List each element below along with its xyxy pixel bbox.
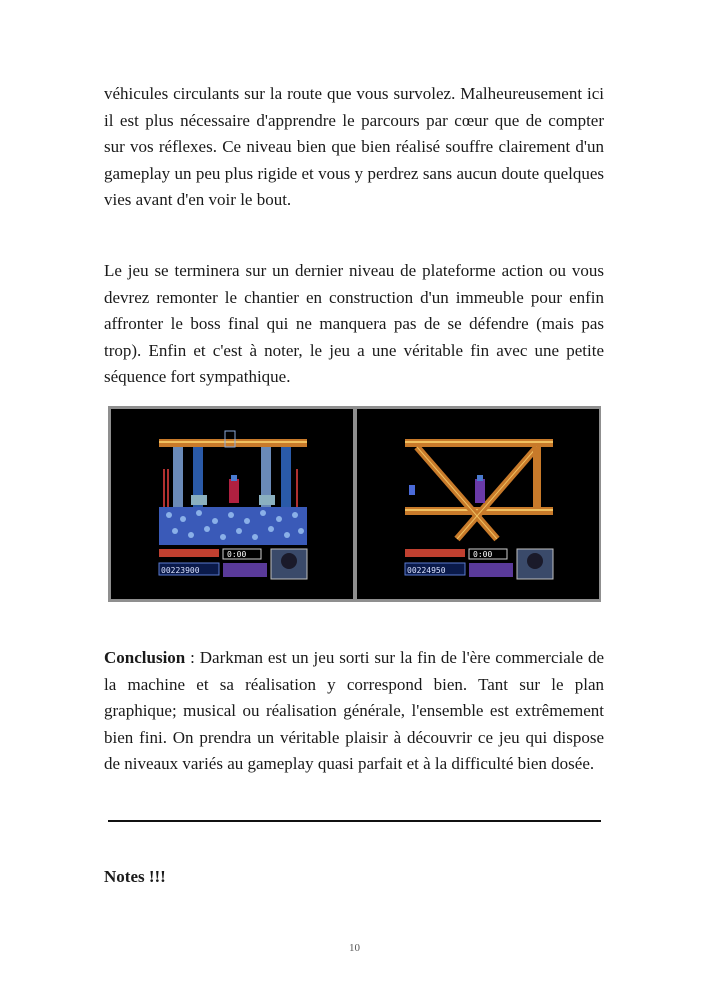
page-number: 10	[349, 942, 360, 954]
conclusion-label: Conclusion	[104, 648, 186, 667]
section-divider	[108, 820, 601, 822]
paragraph-flying-level: véhicules circulants sur la route que vous survolez. Malheureusement ici il est plus nécessaire d'apprendre le parcours par cœur que de compter sur vos réflexes. Ce niveau bien que bien réalisé souffre clairement d'un gameplay un peu plus rigide et vous y perdrez sans aucun doute quelques vies avant d'en voir le bout.	[104, 84, 604, 210]
screenshot-construction-scene	[357, 409, 599, 599]
left-score: 00223900	[161, 566, 200, 575]
notes-heading: Notes !!!	[104, 867, 166, 886]
conclusion-text: : Darkman est un jeu sorti sur la fin de l'ère commerciale de la machine et sa réalisation y correspond bien. Tant sur le plan graphique; musical ou réalisation générale, l'ensemble est extrêmement bien fini. On prendra un véritable plaisir à découvrir ce jeu qui dispose de niveaux variés au gameplay quasi parfait et à la difficulté bien dosée.	[104, 648, 604, 774]
screenshot-level-platform	[111, 409, 353, 599]
paragraph-conclusion	[104, 645, 604, 778]
game-screenshots	[108, 406, 601, 602]
paragraph-final-level: Le jeu se terminera sur un dernier niveau de plateforme action ou vous devrez remonter le chantier en construction d'un immeuble pour enfin affronter le boss final qui ne manquera pas de se défendre (mais pas trop). Enfin et c'est à noter, le jeu a une véritable fin avec une petite séquence fort sympathique.	[104, 261, 604, 387]
right-score: 00224950	[407, 566, 446, 575]
screenshot-platform-scene	[111, 409, 353, 599]
left-timer: 0:00	[227, 550, 247, 559]
right-timer: 0:00	[473, 550, 493, 559]
screenshot-level-construction	[357, 409, 599, 599]
